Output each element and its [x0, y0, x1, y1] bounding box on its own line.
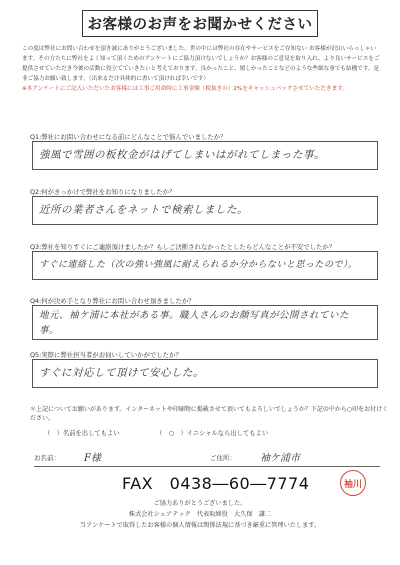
- question-4-answer-box: [32, 305, 378, 340]
- question-3-label: Q3:弊社を知りすぐにご連絡頂けましたか？もしご決断されなかったとしたらどんなことが不安でしたか？: [30, 243, 336, 251]
- company-text: 株式会社シェアテック 代表取締役 大久保 謙二: [128, 511, 272, 518]
- intro-paragraph: この度は弊社にお問い合わせを頂き誠にありがとうございました。世の中には弊社の存在やサービスをご存知ない お客様が沢山いらっしゃいます。その方たちに弊社をよく知って頂くためのアンケートにご協力頂けないでしょうか？お客様のご意見を取り入れ、より良いサービスをご提供させていただき今後の活動に役立てていきたいと考えております。良かったこと、嬉しかったことなどのような些細な事でも結構です。是非ご協力お願い致します。（出来るだけ具体的に書いて頂ければ幸いです）: [22, 46, 380, 82]
- consent-option-name[interactable]: （ ）名前を出してもよい: [44, 430, 120, 437]
- customer-info-row: [34, 450, 380, 467]
- question-3-answer-box: [32, 251, 378, 280]
- address-value[interactable]: 袖ケ浦市: [260, 453, 300, 464]
- privacy-text: 当アンケートで取得したお客様の個人情報は関係法規に基づき厳重に管理いたします。: [79, 522, 321, 529]
- question-1-label: Q1:弊社にお問い合わせになる前にどんなことで悩んでいましたか？: [30, 133, 227, 141]
- question-5-label: Q5:実際に弊社担当者がお伺いしていかがでしたか？: [30, 351, 182, 359]
- seal-stamp-text: 袖川: [343, 479, 362, 490]
- question-5-answer: すぐに対応して頂けて安心した。: [39, 367, 204, 379]
- question-3-answer: すぐに連絡した（次の強い強風に耐えられるか分からないと思ったので）。: [39, 260, 358, 270]
- name-value[interactable]: F様: [84, 453, 101, 464]
- intro-text: [22, 44, 380, 94]
- consent-option-initials[interactable]: （ ○ ）イニシャルなら出してもよい: [156, 430, 269, 437]
- question-5-answer-box: [32, 359, 378, 388]
- publication-consent-text: ＊上記についてお願いがあります。インターネットや印刷物に掲載させて頂いてもよろしいでしょうか？下記の中から○印をお付けください。: [30, 406, 389, 422]
- question-4-answer: 地元、袖ケ浦に本社がある事。職人さんのお顔写真が公開されていた事。: [39, 310, 350, 336]
- question-2-label: Q2:何がきっかけで弊社をお知りになりましたか？: [30, 188, 176, 196]
- question-1-answer: 強風で雪囲の板枚金がはげてしまいはがれてしまった事。: [39, 149, 325, 161]
- question-1-answer-box: [32, 141, 378, 170]
- question-2-answer-box: [32, 196, 378, 225]
- question-4-label: Q4:何が決め手となり弊社にお問い合わせ頂きましたか？: [30, 297, 195, 305]
- thanks-text: ご協力ありがとうございました。: [153, 500, 247, 507]
- seal-stamp: [340, 470, 366, 496]
- page-title: お客様のお声をお聞かせください: [82, 10, 318, 37]
- cashback-note: ※本アンケートにご記入いただいたお客様には工事ご用命時に工事金額（税抜きの）2%をキャッシュバックさせていただきます。: [22, 86, 348, 92]
- question-2-answer: 近所の業者さんをネットで検索しました。: [39, 204, 248, 216]
- name-label: お名前：: [34, 454, 60, 462]
- address-label: ご住所：: [210, 454, 236, 462]
- fax-number: FAX 0438―60―7774: [122, 474, 310, 493]
